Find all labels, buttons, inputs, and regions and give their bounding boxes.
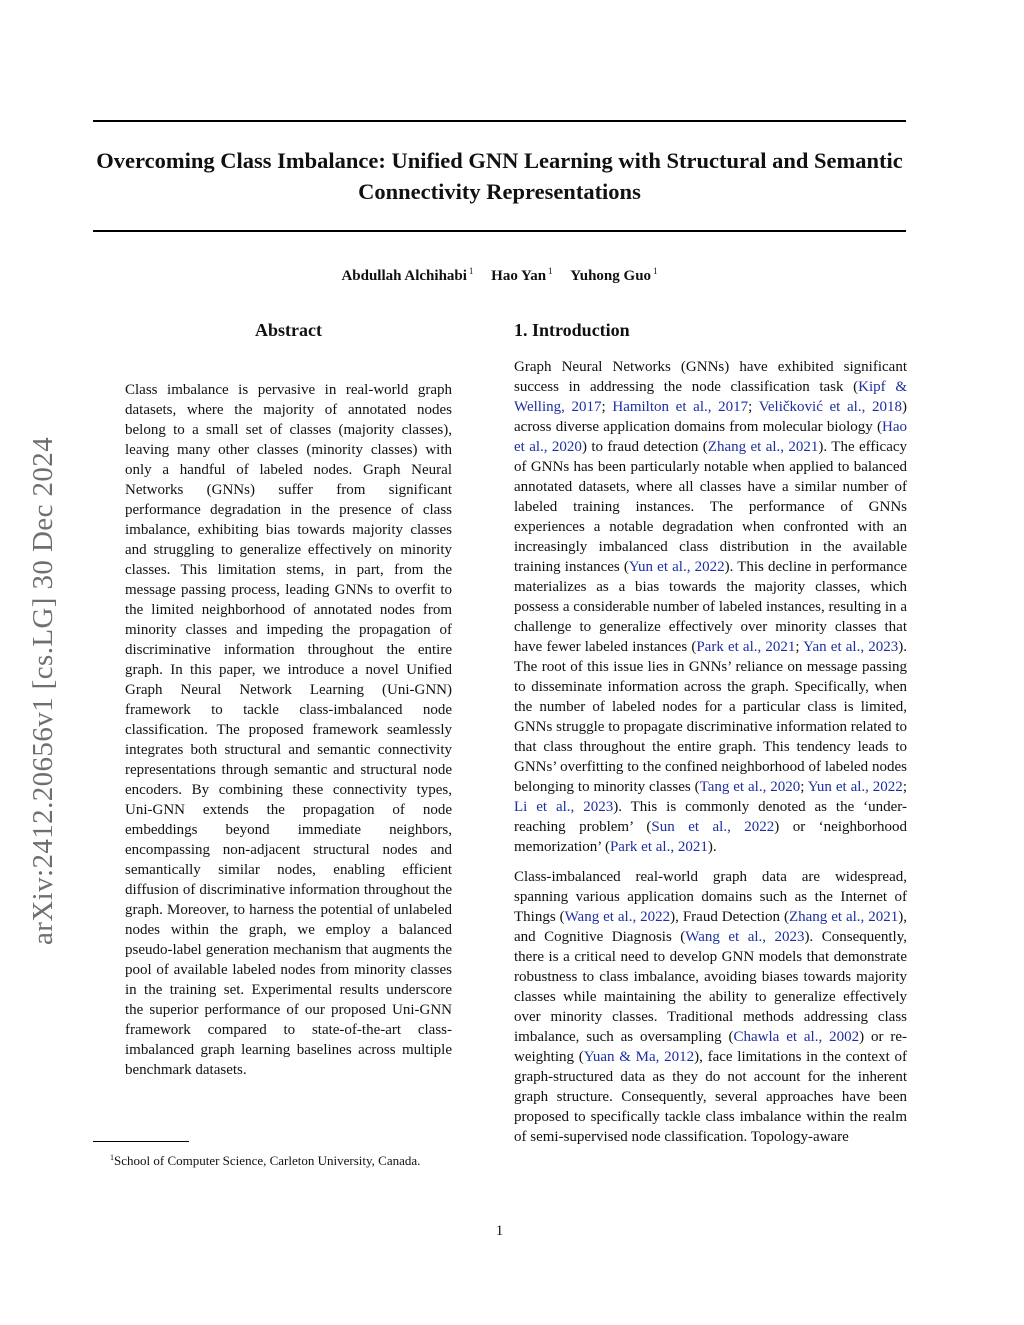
- citation-link[interactable]: Zhang et al., 2021: [707, 439, 819, 455]
- text-run: ) or ‘neighborhood memorization’ (: [514, 819, 907, 855]
- text-run: ), face limitations in the context of graph-structured data as they do not account for the inherent graph structure. Consequently, several approaches have been proposed to specifically tackle class imbalance within the realm of semi-supervised node classification. Topology-aware: [514, 1049, 907, 1145]
- arxiv-stamp: arXiv:2412.20656v1 [cs.LG] 30 Dec 2024: [27, 436, 59, 945]
- text-run: ), Fraud Detection (: [670, 909, 789, 925]
- abstract-body: Class imbalance is pervasive in real-world graph datasets, where the majority of annotated nodes belong to a small set of classes (majority classes), leaving many other classes (minority classes) with only a handful of labeled nodes. Graph Neural Networks (GNNs) suffer from significant performance degradation in the presence of class imbalance, exhibiting bias towards majority classes and struggling to generalize effectively on minority classes. This limitation stems, in part, from the message passing process, leading GNNs to overfit to the limited neighborhood of annotated nodes from minority classes and impeding the propagation of discriminative information throughout the entire graph. In this paper, we introduce a novel Unified Graph Neural Network Learning (Uni-GNN) framework to tackle class-imbalanced node classification. The proposed framework seamlessly integrates both structural and semantic connectivity representations through semantic and structural node encoders. By combining these connectivity types, Uni-GNN extends the propagation of node embeddings beyond immediate neighbors, encompassing non-adjacent structural nodes and semantically similar nodes, enabling efficient diffusion of discriminative information throughout the graph. Moreover, to harness the potential of unlabeled nodes within the graph, we employ a balanced pseudo-label generation mechanism that augments the pool of available labeled nodes from minority classes in the training set. Experimental results underscore the superior performance of our proposed Uni-GNN framework compared to state-of-the-art class-imbalanced graph learning baselines across multiple benchmark datasets.: [125, 382, 452, 1078]
- citation-link[interactable]: Wang et al., 2023: [685, 929, 805, 945]
- text-run: ).: [707, 839, 717, 855]
- page-number: 1: [495, 1223, 504, 1239]
- citation-link[interactable]: Kipf & Welling, 2017: [514, 379, 907, 415]
- citation-link[interactable]: Hao et al., 2020: [514, 419, 907, 455]
- citation-link[interactable]: Park et al., 2021: [696, 639, 796, 655]
- author-3: Yuhong Guo $^1$: [570, 266, 658, 284]
- text-run: ;: [795, 639, 804, 655]
- citation-link[interactable]: Yuan & Ma, 2012: [583, 1049, 695, 1065]
- text-run: Graph Neural Networks (GNNs) have exhibited significant success in addressing the node classification task (: [514, 359, 907, 395]
- title-bottom-rule: [93, 230, 906, 232]
- text-run: ;: [601, 399, 613, 415]
- footnote: $^1$School of Computer Science, Carleton University, Canada.: [110, 1153, 421, 1168]
- text-run: ) to fraud detection (: [581, 439, 708, 455]
- paper-title: Overcoming Class Imbalance: Unified GNN Learning with Structural and Semantic Connectivity Representations: [96, 148, 903, 204]
- text-run: ), and Cognitive Diagnosis (: [514, 909, 907, 945]
- citation-link[interactable]: Veličković et al., 2018: [758, 399, 902, 415]
- text-run: ) or re-weighting (: [514, 1029, 907, 1065]
- citation-link[interactable]: Yun et al., 2022: [628, 559, 725, 575]
- citation-link[interactable]: Hamilton et al., 2017: [612, 399, 749, 415]
- text-run: ). The efficacy of GNNs has been particularly notable when applied to balanced annotated datasets, where all classes have a similar number of labeled training instances. The performance of GNNs experiences a notable degradation when confronted with an increasingly imbalanced class distribution in the available training instances (: [514, 439, 908, 575]
- footnote-rule: [93, 1141, 189, 1142]
- text-run: ;: [902, 779, 907, 795]
- text-run: ;: [800, 779, 808, 795]
- title-top-rule: [93, 120, 906, 122]
- citation-link[interactable]: Sun et al., 2022: [651, 819, 775, 835]
- text-run: Class-imbalanced real-world graph data are widespread, spanning various application domains such as the Internet of Things (: [514, 869, 907, 925]
- text-run: ;: [748, 399, 759, 415]
- intro-paragraph-1: [514, 357, 907, 857]
- text-run: ). The root of this issue lies in GNNs’ reliance on message passing to disseminate information across the graph. Specifically, when the number of labeled nodes for a particular class is limited, GNNs struggle to propagate discriminative information related to that class throughout the entire graph. This tendency leads to GNNs’ overfitting to the confined neighborhood of labeled nodes belonging to minority classes (: [514, 639, 907, 795]
- citation-link[interactable]: Tang et al., 2020: [699, 779, 801, 795]
- text-run: ). This is commonly denoted as the ‘under-reaching problem’ (: [514, 799, 907, 835]
- introduction-body: [514, 357, 907, 1157]
- citation-link[interactable]: Zhang et al., 2021: [788, 909, 899, 925]
- text-run: ). This decline in performance materializes as a bias towards the majority classes, which possess a considerable number of labeled instances, resulting in a challenge to generalize effectively over minority classes that have fewer labeled instances (: [514, 559, 907, 655]
- citation-link[interactable]: Li et al., 2023: [514, 799, 614, 815]
- abstract-heading: Abstract: [255, 320, 322, 340]
- intro-paragraph-2: [514, 867, 907, 1147]
- citation-link[interactable]: Yun et al., 2022: [807, 779, 903, 795]
- section-heading-introduction: 1. Introduction: [514, 320, 630, 340]
- citation-link[interactable]: Park et al., 2021: [609, 839, 708, 855]
- author-1: Abdullah Alchihabi $^1$: [341, 266, 474, 284]
- author-2: Hao Yan $^1$: [491, 266, 553, 284]
- citation-link[interactable]: Wang et al., 2022: [564, 909, 671, 925]
- citation-link[interactable]: Yan et al., 2023: [803, 639, 899, 655]
- author-list: [93, 266, 906, 285]
- text-run: ). Consequently, there is a critical need to develop GNN models that demonstrate robustness to class imbalance, avoiding biases towards majority classes while maintaining the ability to generalize effectively over minority classes. Traditional methods addressing class imbalance, such as oversampling (: [514, 929, 907, 1045]
- text-run: ) across diverse application domains from molecular biology (: [514, 399, 907, 435]
- citation-link[interactable]: Chawla et al., 2002: [733, 1029, 860, 1045]
